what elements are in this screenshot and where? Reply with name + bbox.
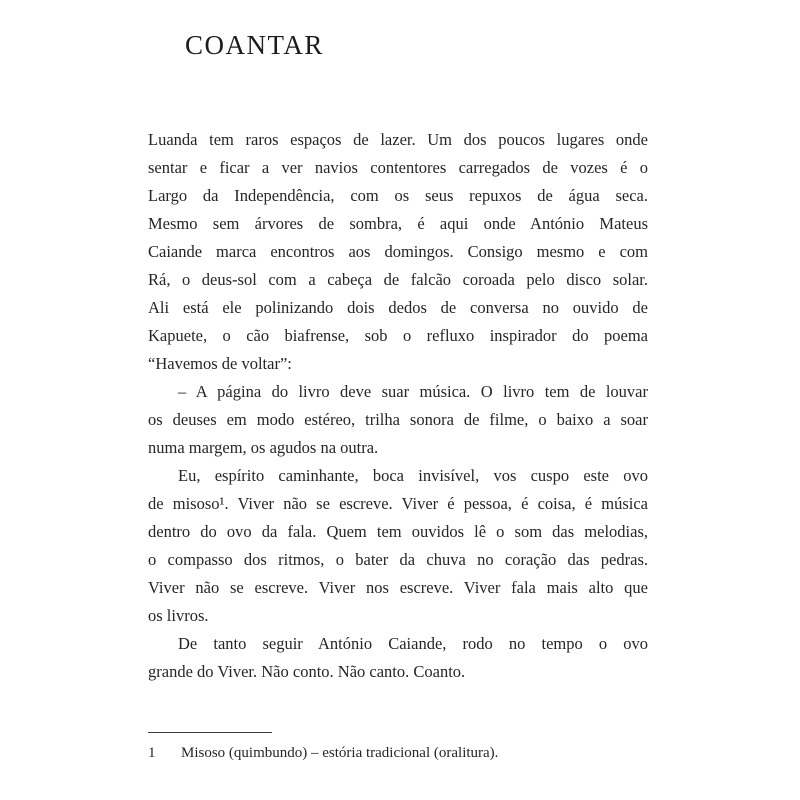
text-line: Eu, espírito caminhante, boca invisível, vos cuspo este ovo	[178, 466, 648, 485]
text-line: os livros.	[148, 606, 209, 625]
body-text	[148, 126, 648, 686]
text-line: o compasso dos ritmos, o bater da chuva no coração das pedras.	[148, 550, 648, 569]
text-line: Largo da Independência, com os seus repuxos de água seca.	[148, 186, 648, 205]
footnote-text: Misoso (quimbundo) – estória tradicional (oralitura).	[181, 745, 499, 761]
text-line: De tanto seguir António Caiande, rodo no tempo o ovo	[178, 634, 648, 653]
footnote-divider	[148, 732, 272, 733]
text-line: Viver não se escreve. Viver nos escreve. Viver fala mais alto que	[148, 578, 648, 597]
chapter-title: COANTAR	[185, 30, 324, 60]
text-line: os deuses em modo estéreo, trilha sonora de filme, o baixo a soar	[148, 410, 648, 429]
text-line: Mesmo sem árvores de sombra, é aqui onde António Mateus	[148, 214, 648, 233]
text-line: grande do Viver. Não conto. Não canto. Coanto.	[148, 662, 466, 681]
footnote	[148, 732, 648, 763]
text-line: Rá, o deus-sol com a cabeça de falcão coroada pelo disco solar.	[148, 270, 648, 289]
text-line: dentro do ovo da fala. Quem tem ouvidos lê o som das melodias,	[148, 522, 648, 541]
text-line: numa margem, os agudos na outra.	[148, 438, 379, 457]
text-line: Kapuete, o cão biafrense, sob o refluxo inspirador do poema	[148, 326, 648, 345]
text-line: “Havemos de voltar”:	[148, 354, 292, 373]
text-line: Luanda tem raros espaços de lazer. Um dos poucos lugares onde	[148, 130, 648, 149]
footnote-number: 1	[148, 745, 156, 761]
text-line: – A página do livro deve suar música. O livro tem de louvar	[178, 382, 648, 401]
text-line: Ali está ele polinizando dois dedos de conversa no ouvido de	[148, 298, 648, 317]
text-line: sentar e ficar a ver navios contentores carregados de vozes é o	[148, 158, 648, 177]
footnote-row	[148, 743, 648, 763]
text-line: Caiande marca encontros aos domingos. Consigo mesmo e com	[148, 242, 648, 261]
text-line: de misoso¹. Viver não se escreve. Viver é pessoa, é coisa, é música	[148, 494, 648, 513]
